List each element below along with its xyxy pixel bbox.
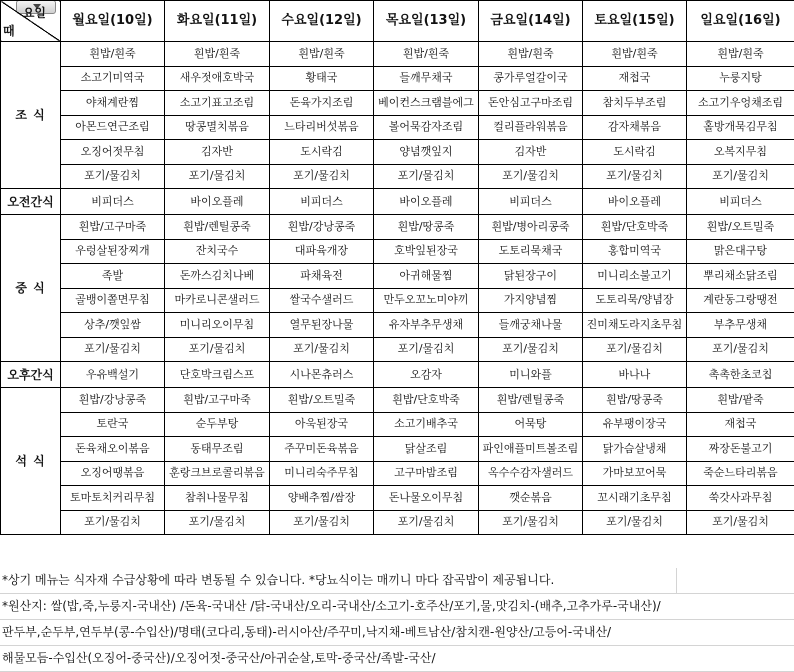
- menu-row-lunch: [1, 264, 794, 289]
- menu-cell: 포기/물김치: [61, 510, 165, 535]
- day-header: 수요일(12일): [270, 1, 374, 42]
- menu-cell: 돈나물오이무침: [374, 486, 479, 511]
- menu-cell: 닭된장구이: [479, 264, 583, 289]
- menu-cell: 동태무조림: [165, 437, 270, 462]
- menu-cell: 진미채도라지초무침: [583, 313, 687, 338]
- menu-cell: 들깨궁채나물: [479, 313, 583, 338]
- menu-cell: 파채육전: [270, 264, 374, 289]
- menu-cell: 소고기표고조림: [165, 91, 270, 116]
- menu-cell: 흰밥/단호박죽: [583, 215, 687, 240]
- menu-row-dinner: [1, 437, 794, 462]
- menu-row-pm_snack: [1, 362, 794, 388]
- menu-cell: 미니와플: [479, 362, 583, 388]
- meal-label-pm_snack: 오후간식: [1, 362, 61, 388]
- menu-cell: 토란국: [61, 412, 165, 437]
- menu-cell: 포기/물김치: [270, 164, 374, 189]
- note-line: [0, 646, 794, 672]
- menu-cell: 흰밥/오트밀죽: [270, 388, 374, 413]
- menu-cell: 흰밥/강낭콩죽: [270, 215, 374, 240]
- menu-cell: 미니리소불고기: [583, 264, 687, 289]
- menu-cell: 볼어묵감자조림: [374, 115, 479, 140]
- menu-cell: 참취나물무침: [165, 486, 270, 511]
- menu-cell: 포기/물김치: [165, 510, 270, 535]
- menu-cell: 흰밥/흰죽: [687, 42, 794, 67]
- menu-cell: 포기/물김치: [165, 164, 270, 189]
- menu-cell: 만두오꼬노미야끼: [374, 288, 479, 313]
- menu-cell: 죽순느타리볶음: [687, 461, 794, 486]
- menu-cell: 쑥갓사과무침: [687, 486, 794, 511]
- menu-cell: 재첩국: [687, 412, 794, 437]
- menu-cell: 촉촉한초코칩: [687, 362, 794, 388]
- menu-cell: 우렁살된장찌개: [61, 239, 165, 264]
- menu-cell: 돈안심고구마조림: [479, 91, 583, 116]
- menu-cell: 재첩국: [583, 66, 687, 91]
- menu-row-dinner: [1, 510, 794, 535]
- menu-cell: 주꾸미돈육볶음: [270, 437, 374, 462]
- menu-cell: 흰밥/오트밀죽: [687, 215, 794, 240]
- menu-row-breakfast: [1, 91, 794, 116]
- menu-cell: 훈랑크브로콜리볶음: [165, 461, 270, 486]
- menu-cell: 오징어땡볶음: [61, 461, 165, 486]
- menu-cell: 도토리묵채국: [479, 239, 583, 264]
- note-line: [0, 594, 794, 620]
- corner-meal-label: 때: [3, 25, 15, 37]
- menu-cell: 족발: [61, 264, 165, 289]
- notes-section: [0, 568, 794, 672]
- menu-cell: 고구마밤조림: [374, 461, 479, 486]
- menu-cell: 김자반: [165, 140, 270, 165]
- menu-cell: 닭살조림: [374, 437, 479, 462]
- menu-cell: 포기/물김치: [374, 337, 479, 362]
- menu-cell: 미니리숙주무침: [270, 461, 374, 486]
- menu-cell: 골뱅이쫄면무침: [61, 288, 165, 313]
- menu-cell: 대파육개장: [270, 239, 374, 264]
- menu-cell: 시나몬츄러스: [270, 362, 374, 388]
- menu-cell: 바이오플레: [583, 189, 687, 215]
- corner-day-label: 요일: [23, 7, 46, 19]
- menu-cell: 마카로니콘샐러드: [165, 288, 270, 313]
- menu-cell: 포기/물김치: [270, 337, 374, 362]
- menu-cell: 뿌리채소닭조림: [687, 264, 794, 289]
- menu-cell: 누룽지탕: [687, 66, 794, 91]
- menu-cell: 흰밥/단호박죽: [374, 388, 479, 413]
- day-header: 일요일(16일): [687, 1, 794, 42]
- menu-cell: 바나나: [583, 362, 687, 388]
- menu-cell: 흰밥/강낭콩죽: [61, 388, 165, 413]
- menu-cell: 단호박크림스프: [165, 362, 270, 388]
- menu-row-breakfast: [1, 66, 794, 91]
- menu-cell: 양배추찜/쌈장: [270, 486, 374, 511]
- menu-cell: 포기/물김치: [270, 510, 374, 535]
- menu-cell: 바이오플레: [374, 189, 479, 215]
- menu-cell: 오감자: [374, 362, 479, 388]
- menu-cell: 부추무생채: [687, 313, 794, 338]
- menu-cell: 김자반: [479, 140, 583, 165]
- menu-cell: 비피더스: [479, 189, 583, 215]
- menu-cell: 흰밥/흰죽: [479, 42, 583, 67]
- menu-cell: 참치두부조림: [583, 91, 687, 116]
- day-header: 화요일(11일): [165, 1, 270, 42]
- menu-cell: 유부팽이장국: [583, 412, 687, 437]
- menu-row-lunch: [1, 215, 794, 240]
- menu-cell: 포기/물김치: [583, 164, 687, 189]
- menu-cell: 바이오플레: [165, 189, 270, 215]
- menu-cell: 흰밥/땅콩죽: [583, 388, 687, 413]
- menu-cell: 포기/물김치: [687, 510, 794, 535]
- menu-cell: 우유백설기: [61, 362, 165, 388]
- menu-cell: 양념깻잎지: [374, 140, 479, 165]
- meal-label-lunch: 중 식: [1, 215, 61, 362]
- menu-cell: 새우젓애호박국: [165, 66, 270, 91]
- menu-cell: 오복지무침: [687, 140, 794, 165]
- menu-row-breakfast: [1, 115, 794, 140]
- menu-cell: 소고기미역국: [61, 66, 165, 91]
- menu-cell: 도시락김: [270, 140, 374, 165]
- menu-cell: 돈육가지조림: [270, 91, 374, 116]
- menu-row-dinner: [1, 461, 794, 486]
- meal-label-dinner: 석 식: [1, 388, 61, 535]
- menu-cell: 꼬시래기초무침: [583, 486, 687, 511]
- menu-cell: 쌀국수샐러드: [270, 288, 374, 313]
- menu-cell: 미니리오이무침: [165, 313, 270, 338]
- menu-body: [1, 42, 794, 535]
- menu-cell: 포기/물김치: [583, 510, 687, 535]
- menu-cell: 돈까스김치나베: [165, 264, 270, 289]
- day-header: 월요일(10일): [61, 1, 165, 42]
- menu-cell: 포기/물김치: [479, 337, 583, 362]
- menu-cell: 흰밥/팥죽: [687, 388, 794, 413]
- menu-cell: 홍합미역국: [583, 239, 687, 264]
- menu-cell: 짜장돈불고기: [687, 437, 794, 462]
- menu-cell: 흰밥/고구마죽: [165, 388, 270, 413]
- menu-cell: 비피더스: [61, 189, 165, 215]
- note-line: [0, 568, 794, 594]
- menu-cell: 호박잎된장국: [374, 239, 479, 264]
- menu-cell: 오징어젓무침: [61, 140, 165, 165]
- note-text: *상기 메뉴는 식자재 수급상황에 따라 변동될 수 있습니다. *당뇨식이는 매끼니 마다 잡곡밥이 제공됩니다.: [2, 573, 554, 587]
- menu-cell: 감자채볶음: [583, 115, 687, 140]
- menu-cell: 컬리플라워볶음: [479, 115, 583, 140]
- day-header: 목요일(13일): [374, 1, 479, 42]
- menu-row-lunch: [1, 239, 794, 264]
- menu-row-am_snack: [1, 189, 794, 215]
- menu-cell: 어묵탕: [479, 412, 583, 437]
- note-text: *원산지: 쌀(밥,죽,누룽지-국내산) /돈육-국내산 /닭-국내산/오리-국내산/소고기-호주산/포기,물,맛김치-(배추,고추가루-국내산)/: [2, 599, 661, 613]
- menu-cell: 포기/물김치: [687, 337, 794, 362]
- menu-row-lunch: [1, 337, 794, 362]
- menu-cell: 베이컨스크램블에그: [374, 91, 479, 116]
- menu-cell: 흰밥/흰죽: [374, 42, 479, 67]
- menu-cell: 흰밥/렌틸콩죽: [165, 215, 270, 240]
- menu-cell: 흰밥/흰죽: [270, 42, 374, 67]
- menu-cell: 계란동그랑땡전: [687, 288, 794, 313]
- menu-cell: 비피더스: [687, 189, 794, 215]
- menu-cell: 도시락김: [583, 140, 687, 165]
- menu-row-breakfast: [1, 164, 794, 189]
- note-text: 판두부,순두부,연두부(콩-수입산)/명태(코다리,동태)-러시아산/주꾸미,낙지채-베트남산/참치캔-원양산/고등어-국내산/: [2, 625, 611, 639]
- day-header: 토요일(15일): [583, 1, 687, 42]
- note-line: [0, 620, 794, 646]
- menu-cell: 흰밥/렌틸콩죽: [479, 388, 583, 413]
- menu-cell: 파인애플미트볼조림: [479, 437, 583, 462]
- menu-cell: 흰밥/고구마죽: [61, 215, 165, 240]
- menu-cell: 아욱된장국: [270, 412, 374, 437]
- menu-cell: 포기/물김치: [479, 164, 583, 189]
- menu-cell: 포기/물김치: [61, 337, 165, 362]
- menu-cell: 흰밥/흰죽: [61, 42, 165, 67]
- menu-cell: 포기/물김치: [165, 337, 270, 362]
- menu-row-dinner: [1, 412, 794, 437]
- menu-cell: 아몬드연근조림: [61, 115, 165, 140]
- meal-label-am_snack: 오전간식: [1, 189, 61, 215]
- menu-cell: 잔치국수: [165, 239, 270, 264]
- menu-cell: 포기/물김치: [479, 510, 583, 535]
- menu-cell: 가마보꼬어묵: [583, 461, 687, 486]
- menu-row-lunch: [1, 288, 794, 313]
- menu-cell: 돈육채오이볶음: [61, 437, 165, 462]
- menu-cell: 아귀해물찜: [374, 264, 479, 289]
- menu-cell: 포기/물김치: [61, 164, 165, 189]
- menu-cell: 토마토치커리무침: [61, 486, 165, 511]
- menu-cell: 포기/물김치: [583, 337, 687, 362]
- menu-cell: 흰밥/흰죽: [583, 42, 687, 67]
- menu-cell: 흰밥/땅콩죽: [374, 215, 479, 240]
- menu-cell: 땅콩멸치볶음: [165, 115, 270, 140]
- menu-cell: 소고기우엉채조림: [687, 91, 794, 116]
- menu-cell: 순두부탕: [165, 412, 270, 437]
- menu-row-lunch: [1, 313, 794, 338]
- menu-cell: 도토리묵/양념장: [583, 288, 687, 313]
- menu-cell: 콩가루얼갈이국: [479, 66, 583, 91]
- meal-label-breakfast: 조 식: [1, 42, 61, 189]
- menu-cell: 맑은대구탕: [687, 239, 794, 264]
- menu-cell: 상추/깻잎쌈: [61, 313, 165, 338]
- note-text: 해물모듬-수입산(오징어-중국산)/오징어젓-중국산/아귀순살,토막-중국산/족발-국산/: [2, 651, 436, 665]
- menu-cell: 소고기배추국: [374, 412, 479, 437]
- menu-cell: 열무된장나물: [270, 313, 374, 338]
- header-corner-cell: [1, 1, 61, 42]
- menu-row-breakfast: [1, 140, 794, 165]
- menu-cell: 비피더스: [270, 189, 374, 215]
- menu-cell: 흰밥/병아리콩죽: [479, 215, 583, 240]
- menu-row-dinner: [1, 388, 794, 413]
- menu-cell: 가지양념찜: [479, 288, 583, 313]
- menu-cell: 포기/물김치: [374, 164, 479, 189]
- menu-row-breakfast: [1, 42, 794, 67]
- menu-cell: 느타리버섯볶음: [270, 115, 374, 140]
- menu-row-dinner: [1, 486, 794, 511]
- menu-cell: 닭가슴살냉채: [583, 437, 687, 462]
- menu-cell: 들깨무채국: [374, 66, 479, 91]
- day-header: 금요일(14일): [479, 1, 583, 42]
- menu-cell: 포기/물김치: [374, 510, 479, 535]
- menu-cell: 깻순볶음: [479, 486, 583, 511]
- menu-cell: 홀방개묵김무침: [687, 115, 794, 140]
- menu-cell: 옥수수감자샐러드: [479, 461, 583, 486]
- menu-cell: 황태국: [270, 66, 374, 91]
- menu-cell: 유자부추무생채: [374, 313, 479, 338]
- menu-cell: 포기/물김치: [687, 164, 794, 189]
- menu-cell: 흰밥/흰죽: [165, 42, 270, 67]
- menu-cell: 야채계란찜: [61, 91, 165, 116]
